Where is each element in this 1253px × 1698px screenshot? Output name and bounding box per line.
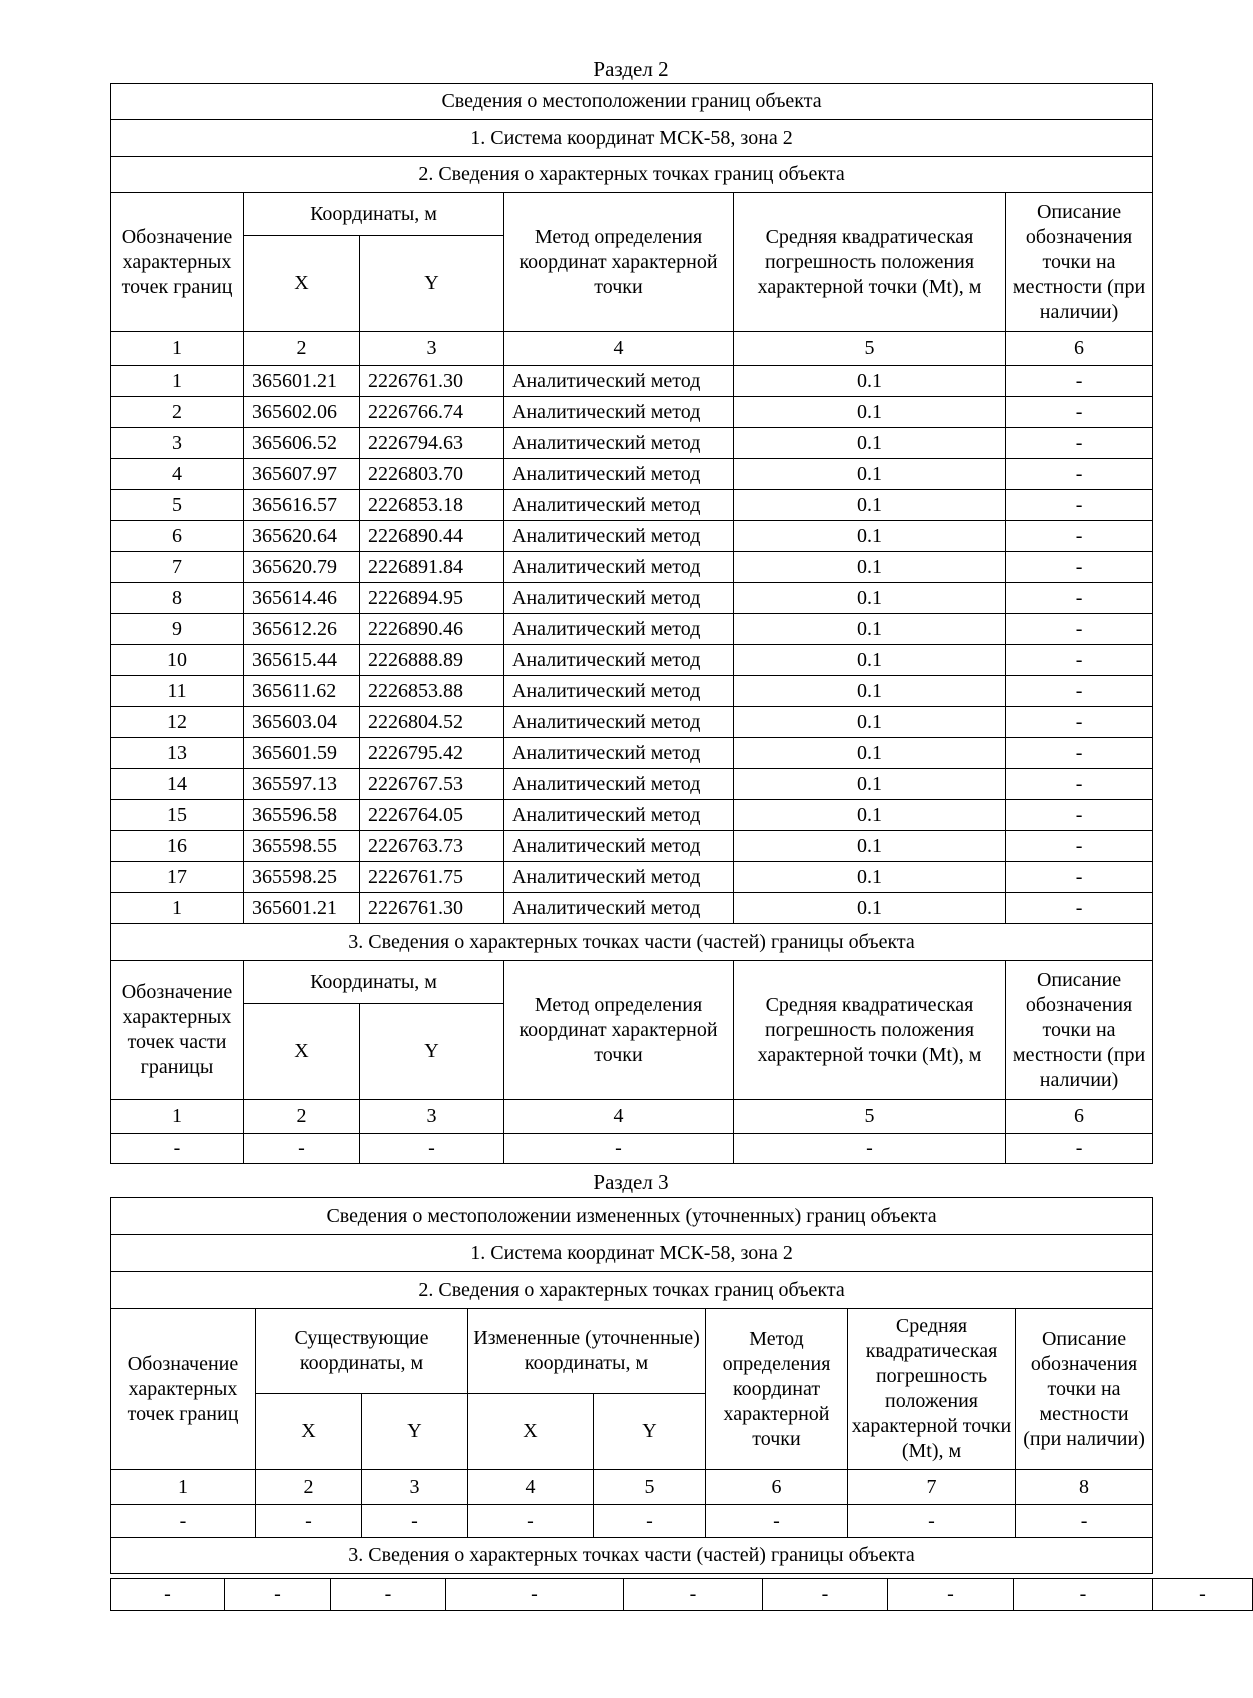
table-row [111,397,1153,428]
table-row [111,614,1153,645]
mt-cell: 0.1 [734,800,1006,831]
description-cell: - [1006,707,1153,738]
s3-header-existing-x: X [256,1394,362,1470]
s3-cell: - [468,1505,594,1538]
x-coordinate-cell: 365616.57 [244,490,360,521]
mt-cell: 0.1 [734,831,1006,862]
x-coordinate-cell: 365620.79 [244,552,360,583]
point-number-cell: 9 [111,614,244,645]
y-coordinate-cell: 2226764.05 [360,800,504,831]
col-number: 2 [244,332,360,366]
header-y: Y [360,236,504,332]
y-coordinate-cell: 2226766.74 [360,397,504,428]
point-number-cell: 8 [111,583,244,614]
description-cell: - [1006,862,1153,893]
x-coordinate-cell: 365597.13 [244,769,360,800]
mt-cell: 0.1 [734,552,1006,583]
point-number-cell: 17 [111,862,244,893]
y-coordinate-cell: 2226761.30 [360,893,504,924]
s3-cell: - [848,1505,1016,1538]
header-error: Средняя квадратическая погрешность положения характерной точки (Mt), м [734,193,1006,332]
table-row [111,862,1153,893]
method-cell: Аналитический метод [504,800,734,831]
mt-cell: 0.1 [734,366,1006,397]
point-number-cell: 2 [111,397,244,428]
part-header-error: Средняя квадратическая погрешность положения характерной точки (Mt), м [734,961,1006,1100]
mt-cell: 0.1 [734,428,1006,459]
mt-cell: 0.1 [734,893,1006,924]
section3-title: Раздел 3 [593,1170,669,1194]
s3-part-cell: - [624,1579,763,1611]
description-cell: - [1006,583,1153,614]
part-cell: - [1006,1134,1153,1164]
y-coordinate-cell: 2226763.73 [360,831,504,862]
s3-cell: - [256,1505,362,1538]
x-coordinate-cell: 365601.59 [244,738,360,769]
point-number-cell: 12 [111,707,244,738]
header-description: Описание обозначения точки на местности (при наличии) [1006,193,1153,332]
s3-part-cell: - [1014,1579,1153,1611]
col-number: 7 [848,1470,1016,1505]
col-number: 6 [1006,1100,1153,1134]
part-header-x: X [244,1004,360,1100]
col-number: 4 [468,1470,594,1505]
y-coordinate-cell: 2226795.42 [360,738,504,769]
part-cell: - [244,1134,360,1164]
point-number-cell: 16 [111,831,244,862]
section2-part-points-title: 3. Сведения о характерных точках части (частей) границы объекта [111,924,1153,961]
part-cell: - [360,1134,504,1164]
section3-coord-system: 1. Система координат МСК-58, зона 2 [111,1235,1153,1272]
point-number-cell: 15 [111,800,244,831]
s3-header-changed-y: Y [594,1394,706,1470]
table-row [111,831,1153,862]
x-coordinate-cell: 365620.64 [244,521,360,552]
table-row [111,366,1153,397]
method-cell: Аналитический метод [504,490,734,521]
col-number: 2 [256,1470,362,1505]
s3-header-changed-x: X [468,1394,594,1470]
method-cell: Аналитический метод [504,862,734,893]
section2-table [110,83,1153,1164]
description-cell: - [1006,769,1153,800]
col-number: 4 [504,332,734,366]
description-cell: - [1006,521,1153,552]
description-cell: - [1006,366,1153,397]
point-number-cell: 1 [111,366,244,397]
x-coordinate-cell: 365598.25 [244,862,360,893]
part-cell: - [111,1134,244,1164]
y-coordinate-cell: 2226761.30 [360,366,504,397]
table-row [111,459,1153,490]
description-cell: - [1006,397,1153,428]
col-number: 1 [111,1100,244,1134]
table-row [111,552,1153,583]
method-cell: Аналитический метод [504,738,734,769]
s3-part-cell: - [446,1579,624,1611]
point-number-cell: 1 [111,893,244,924]
mt-cell: 0.1 [734,862,1006,893]
method-cell: Аналитический метод [504,366,734,397]
x-coordinate-cell: 365598.55 [244,831,360,862]
description-cell: - [1006,614,1153,645]
y-coordinate-cell: 2226853.18 [360,490,504,521]
description-cell: - [1006,738,1153,769]
s3-cell: - [594,1505,706,1538]
mt-cell: 0.1 [734,707,1006,738]
table-row [111,800,1153,831]
y-coordinate-cell: 2226794.63 [360,428,504,459]
s3-header-changed: Измененные (уточненные) координаты, м [468,1309,706,1394]
description-cell: - [1006,428,1153,459]
s3-header-designation: Обозначение характерных точек границ [111,1309,256,1470]
method-cell: Аналитический метод [504,893,734,924]
point-number-cell: 11 [111,676,244,707]
col-number: 1 [111,332,244,366]
x-coordinate-cell: 365596.58 [244,800,360,831]
part-header-method: Метод определения координат характерной точки [504,961,734,1100]
s3-cell: - [1016,1505,1153,1538]
part-header-description: Описание обозначения точки на местности (при наличии) [1006,961,1153,1100]
section2-boundary-points-title: 2. Сведения о характерных точках границ объекта [111,157,1153,193]
method-cell: Аналитический метод [504,459,734,490]
col-number: 6 [706,1470,848,1505]
table-row [111,738,1153,769]
col-number: 3 [360,1100,504,1134]
table-row [111,769,1153,800]
mt-cell: 0.1 [734,583,1006,614]
point-number-cell: 5 [111,490,244,521]
description-cell: - [1006,676,1153,707]
x-coordinate-cell: 365611.62 [244,676,360,707]
point-number-cell: 14 [111,769,244,800]
description-cell: - [1006,490,1153,521]
section3-heading: Сведения о местоположении измененных (уточненных) границ объекта [111,1198,1153,1235]
header-coordinates: Координаты, м [244,193,504,236]
method-cell: Аналитический метод [504,614,734,645]
part-header-coordinates: Координаты, м [244,961,504,1004]
s3-part-cell: - [331,1579,446,1611]
header-method: Метод определения координат характерной точки [504,193,734,332]
mt-cell: 0.1 [734,521,1006,552]
method-cell: Аналитический метод [504,521,734,552]
x-coordinate-cell: 365603.04 [244,707,360,738]
point-number-cell: 4 [111,459,244,490]
description-cell: - [1006,459,1153,490]
method-cell: Аналитический метод [504,831,734,862]
s3-part-cell: - [111,1579,225,1611]
s3-cell: - [706,1505,848,1538]
section3-part-points-title: 3. Сведения о характерных точках части (частей) границы объекта [111,1538,1153,1574]
section2-coord-system: 1. Система координат МСК-58, зона 2 [111,120,1153,157]
s3-header-description: Описание обозначения точки на местности (при наличии) [1016,1309,1153,1470]
x-coordinate-cell: 365614.46 [244,583,360,614]
x-coordinate-cell: 365601.21 [244,366,360,397]
description-cell: - [1006,552,1153,583]
section3-boundary-points-title: 2. Сведения о характерных точках границ объекта [111,1272,1153,1309]
table-row [111,645,1153,676]
mt-cell: 0.1 [734,614,1006,645]
method-cell: Аналитический метод [504,645,734,676]
y-coordinate-cell: 2226853.88 [360,676,504,707]
table-row [111,490,1153,521]
header-designation: Обозначение характерных точек границ [111,193,244,332]
s3-header-method: Метод определения координат характерной точки [706,1309,848,1470]
table-row [111,428,1153,459]
part-header-y: Y [360,1004,504,1100]
y-coordinate-cell: 2226888.89 [360,645,504,676]
section3-part-table [110,1578,1253,1611]
y-coordinate-cell: 2226803.70 [360,459,504,490]
s3-cell: - [362,1505,468,1538]
section3-table [110,1197,1153,1574]
y-coordinate-cell: 2226804.52 [360,707,504,738]
y-coordinate-cell: 2226891.84 [360,552,504,583]
mt-cell: 0.1 [734,459,1006,490]
method-cell: Аналитический метод [504,676,734,707]
point-number-cell: 3 [111,428,244,459]
s3-part-cell: - [1153,1579,1253,1611]
method-cell: Аналитический метод [504,707,734,738]
col-number: 3 [362,1470,468,1505]
description-cell: - [1006,645,1153,676]
mt-cell: 0.1 [734,645,1006,676]
x-coordinate-cell: 365607.97 [244,459,360,490]
x-coordinate-cell: 365606.52 [244,428,360,459]
col-number: 1 [111,1470,256,1505]
s3-part-cell: - [225,1579,331,1611]
x-coordinate-cell: 365612.26 [244,614,360,645]
table-row [111,707,1153,738]
y-coordinate-cell: 2226890.44 [360,521,504,552]
point-number-cell: 7 [111,552,244,583]
mt-cell: 0.1 [734,397,1006,428]
col-number: 5 [734,1100,1006,1134]
method-cell: Аналитический метод [504,428,734,459]
col-number: 4 [504,1100,734,1134]
s3-header-existing-y: Y [362,1394,468,1470]
description-cell: - [1006,831,1153,862]
y-coordinate-cell: 2226894.95 [360,583,504,614]
y-coordinate-cell: 2226890.46 [360,614,504,645]
mt-cell: 0.1 [734,738,1006,769]
col-number: 8 [1016,1470,1153,1505]
table-row [111,583,1153,614]
s3-header-error: Средняя квадратическая погрешность положения характерной точки (Mt), м [848,1309,1016,1470]
method-cell: Аналитический метод [504,769,734,800]
col-number: 5 [594,1470,706,1505]
description-cell: - [1006,893,1153,924]
x-coordinate-cell: 365601.21 [244,893,360,924]
mt-cell: 0.1 [734,676,1006,707]
description-cell: - [1006,800,1153,831]
col-number: 6 [1006,332,1153,366]
table-row [111,893,1153,924]
method-cell: Аналитический метод [504,583,734,614]
mt-cell: 0.1 [734,490,1006,521]
part-header-designation: Обозначение характерных точек части границы [111,961,244,1100]
s3-part-cell: - [763,1579,888,1611]
point-number-cell: 10 [111,645,244,676]
part-cell: - [504,1134,734,1164]
mt-cell: 0.1 [734,769,1006,800]
col-number: 3 [360,332,504,366]
section2-title: Раздел 2 [593,57,669,81]
table-row [111,521,1153,552]
x-coordinate-cell: 365602.06 [244,397,360,428]
method-cell: Аналитический метод [504,552,734,583]
col-number: 5 [734,332,1006,366]
y-coordinate-cell: 2226767.53 [360,769,504,800]
part-cell: - [734,1134,1006,1164]
method-cell: Аналитический метод [504,397,734,428]
x-coordinate-cell: 365615.44 [244,645,360,676]
table-row [111,676,1153,707]
header-x: X [244,236,360,332]
section2-heading: Сведения о местоположении границ объекта [111,84,1153,120]
col-number: 2 [244,1100,360,1134]
s3-header-existing: Существующие координаты, м [256,1309,468,1394]
point-number-cell: 13 [111,738,244,769]
point-number-cell: 6 [111,521,244,552]
s3-cell: - [111,1505,256,1538]
s3-part-cell: - [888,1579,1014,1611]
y-coordinate-cell: 2226761.75 [360,862,504,893]
